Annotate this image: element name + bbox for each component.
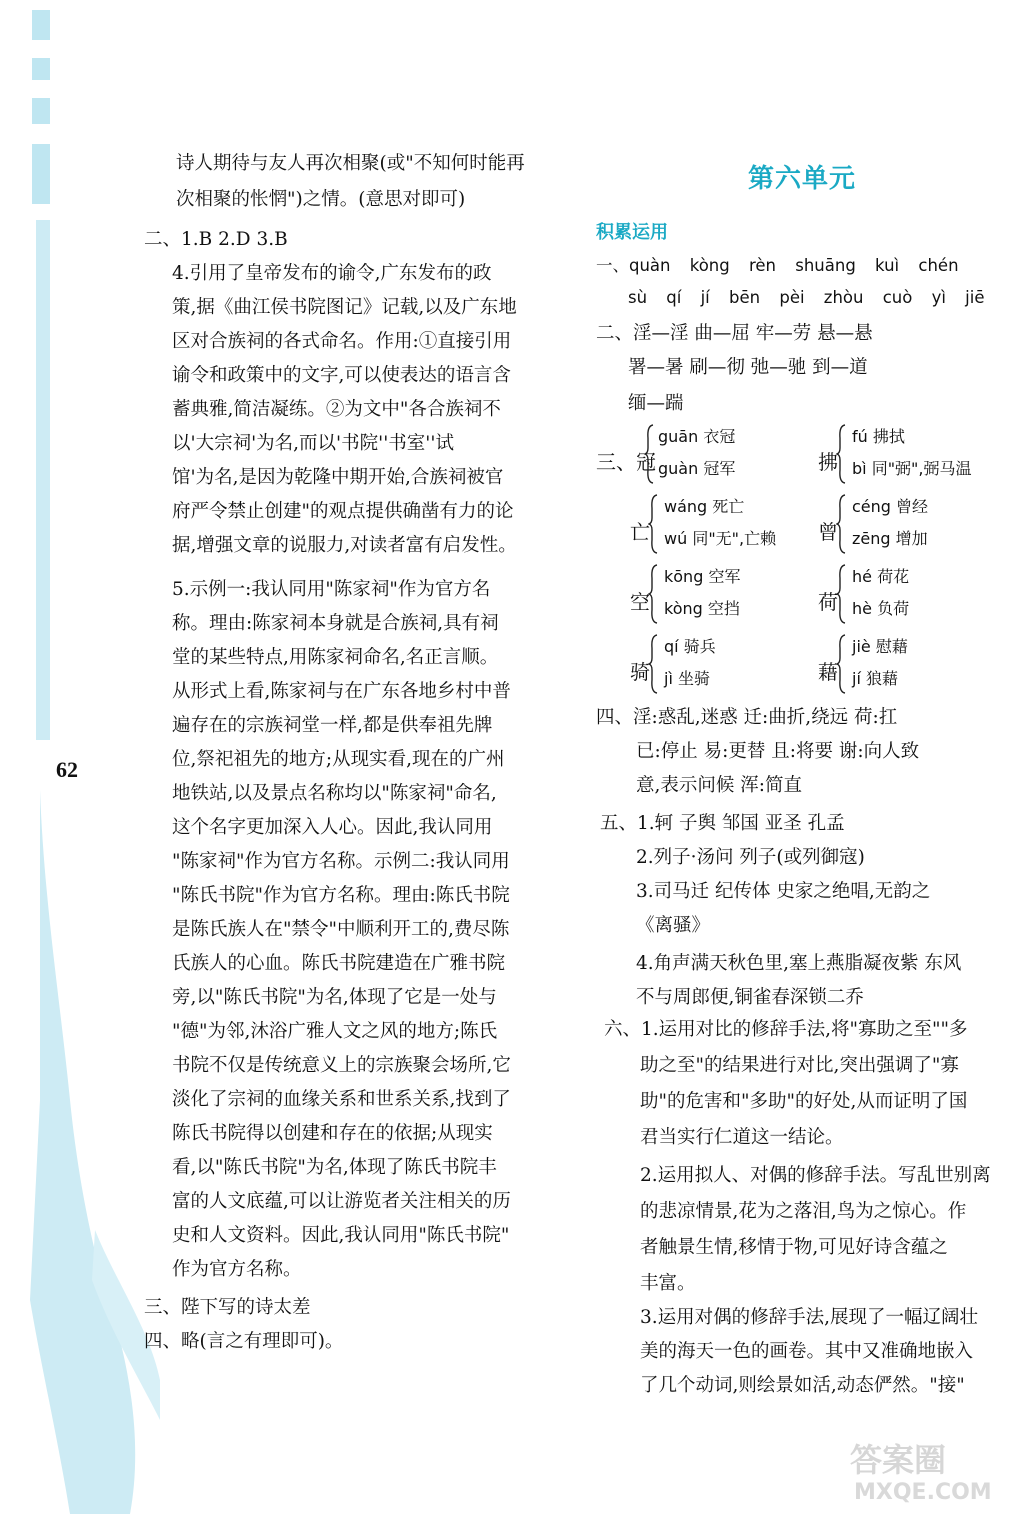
polyphone-char: 曾: [818, 520, 838, 544]
polyphone-reading: zēng 增加: [852, 529, 928, 548]
answer-line: 美的海天一色的画卷。其中又准确地嵌入: [640, 1341, 974, 1362]
left-line: 从形式上看,陈家祠与在广东各地乡村中普: [172, 681, 511, 702]
brace-icon: [648, 634, 658, 694]
polyphone-entry: [818, 424, 1018, 488]
answer-line: 2.列子·汤问 列子(或列御寇): [636, 847, 865, 868]
left-line: 以'大宗祠'为名,而以'书院''书室''试: [172, 433, 454, 454]
left-line: 富的人文底蕴,可以让游览者关注相关的历: [172, 1191, 511, 1212]
polyphone-char: 拂: [818, 450, 838, 474]
left-line: 这个名字更加深入人心。因此,我认同用: [172, 817, 493, 838]
polyphone-reading: bì 同"弼",弼马温: [852, 459, 972, 478]
answer-line: 3.运用对偶的修辞手法,展现了一幅辽阔壮: [640, 1307, 979, 1328]
polyphone-entry: [630, 494, 810, 558]
left-line: 位,祭祀祖先的地方;从现实看,现在的广州: [172, 749, 505, 770]
left-line: 称。理由:陈家祠本身就是合族祠,具有祠: [172, 613, 499, 634]
polyphone-reading: jì 坐骑: [664, 669, 710, 688]
polyphone-char: 藉: [818, 660, 838, 684]
polyphone-reading: wáng 死亡: [664, 497, 745, 516]
left-line: 史和人文资料。因此,我认同用"陈氏书院": [172, 1225, 510, 1246]
polyphone-entry: [630, 634, 810, 698]
brace-icon: [836, 424, 846, 484]
polyphone-char: 空: [630, 590, 650, 614]
left-line: 区对合族祠的各式命名。作用:①直接引用: [172, 331, 512, 352]
watermark-url: MXQE.COM: [854, 1480, 992, 1505]
brace-icon: [644, 424, 654, 484]
pair-line: 署—暑 刷—彻 弛—驰 到—道: [628, 357, 868, 378]
left-decoration: [0, 0, 160, 1514]
left-line: 5.示例一:我认同用"陈家祠"作为官方名: [172, 579, 491, 600]
left-line: 旁,以"陈氏书院"为名,体现了它是一处与: [172, 987, 497, 1008]
polyphone-reading: qí 骑兵: [664, 637, 716, 656]
polyphone-reading: wú 同"无",亡赖: [664, 529, 777, 548]
polyphone-char: 荷: [818, 590, 838, 614]
polyphone-reading: kōng 空军: [664, 567, 741, 586]
answer-line: 的悲凉情景,花为之落泪,鸟为之惊心。作: [640, 1201, 967, 1222]
left-line: 是陈氏族人在"禁令"中顺利开工的,费尽陈: [172, 919, 510, 940]
left-line: 看,以"陈氏书院"为名,体现了陈氏书院丰: [172, 1157, 497, 1178]
polyphone-entry: [596, 424, 796, 488]
polyphone-reading: jiè 慰藉: [852, 637, 908, 656]
unit-title: 第六单元: [748, 164, 857, 194]
left-line: "陈家祠"作为官方名称。示例二:我认同用: [172, 851, 510, 872]
polyphone-entry: [818, 564, 1008, 628]
polyphone-reading: guān 衣冠: [658, 427, 736, 446]
polyphone-char: 三、冠: [596, 450, 656, 474]
left-line: 陈氏书院得以创建和存在的依据;从现实: [172, 1123, 493, 1144]
left-line: 策,据《曲江侯书院图记》记载,以及广东地: [172, 297, 517, 318]
polyphone-entry: [818, 494, 1008, 558]
brace-icon: [836, 634, 846, 694]
polyphone-reading: hé 荷花: [852, 567, 910, 586]
brace-icon: [648, 494, 658, 554]
polyphone-reading: céng 曾经: [852, 497, 929, 516]
polyphone-reading: guàn 冠军: [658, 459, 736, 478]
left-line: 馆'为名,是因为乾隆中期开始,合族祠被官: [172, 467, 504, 488]
left-line: 三、陛下写的诗太差: [144, 1297, 311, 1318]
polyphone-reading: kòng 空挡: [664, 599, 740, 618]
polyphone-char: 亡: [630, 520, 650, 544]
polyphone-reading: jí 狼藉: [852, 669, 898, 688]
pinyin-line: 一、quàn kòng rèn shuāng kuì chén: [596, 256, 959, 275]
answer-line: 已:停止 易:更替 且:将要 谢:向人致: [636, 741, 920, 762]
page-number: 62: [56, 757, 78, 782]
answer-line: 丰富。: [640, 1273, 696, 1294]
brace-icon: [648, 564, 658, 624]
left-line: "德"为邻,沐浴广雅人文之风的地方;陈氏: [172, 1021, 498, 1042]
pair-line: 二、淫—淫 曲—屈 牢—劳 悬—悬: [596, 323, 873, 344]
left-line: 据,增强文章的说服力,对读者富有启发性。: [172, 535, 517, 556]
watermark-logo: [840, 1435, 1015, 1505]
answer-line: 意,表示问候 浑:简直: [636, 775, 802, 796]
polyphone-entry: [630, 564, 810, 628]
answer-line: 2.运用拟人、对偶的修辞手法。写乱世别离: [640, 1165, 991, 1186]
left-line: 蓄典雅,简洁凝练。②为文中"各合族祠不: [172, 399, 501, 420]
answer-line: 4.角声满天秋色里,塞上燕脂凝夜紫 东风: [636, 953, 962, 974]
brace-icon: [836, 564, 846, 624]
watermark-title: 答案圈: [850, 1441, 947, 1479]
section-title: 积累运用: [596, 222, 668, 243]
polyphone-entry: [818, 634, 1008, 698]
answer-line: 助之至"的结果进行对比,突出强调了"寡: [640, 1055, 959, 1076]
left-line: 四、略(言之有理即可)。: [144, 1331, 344, 1352]
polyphone-reading: hè 负荷: [852, 599, 910, 618]
polyphone-reading: fú 拂拭: [852, 427, 905, 446]
left-line: 谕令和政策中的文字,可以使表达的语言含: [172, 365, 511, 386]
answer-line: 六、1.运用对比的修辞手法,将"寡助之至""多: [604, 1019, 968, 1040]
left-line: 次相聚的怅惘")之情。(意思对即可): [176, 189, 466, 210]
left-line: "陈氏书院"作为官方名称。理由:陈氏书院: [172, 885, 510, 906]
left-line: 地铁站,以及景点名称均以"陈家祠"命名,: [172, 783, 497, 804]
answer-line: 五、1.轲 子舆 邹国 亚圣 孔孟: [600, 813, 845, 834]
left-line: 府严令禁止创建"的观点提供确凿有力的论: [172, 501, 514, 522]
answer-line: 者触景生情,移情于物,可见好诗含蕴之: [640, 1237, 948, 1258]
polyphone-char: 骑: [630, 660, 650, 684]
left-line: 作为官方名称。: [172, 1259, 302, 1280]
left-line: 二、1.B 2.D 3.B: [144, 229, 288, 250]
left-line: 堂的某些特点,用陈家祠命名,名正言顺。: [172, 647, 499, 668]
pinyin-line: sù qí jí bēn pèi zhòu cuò yì jiē: [628, 288, 985, 307]
answer-line: 《离骚》: [636, 915, 711, 936]
left-line: 淡化了宗祠的血缘关系和世系关系,找到了: [172, 1089, 511, 1110]
answer-line: 不与周郎便,铜雀春深锁二乔: [636, 987, 864, 1008]
answer-line: 四、淫:惑乱,迷惑 迁:曲折,绕远 荷:扛: [596, 707, 898, 728]
left-line: 氏族人的心血。陈氏书院建造在广雅书院: [172, 953, 506, 974]
answer-line: 3.司马迁 纪传体 史家之绝唱,无韵之: [636, 881, 931, 902]
left-line: 书院不仅是传统意义上的宗族聚会场所,它: [172, 1055, 511, 1076]
answer-line: 助"的危害和"多助"的好处,从而证明了国: [640, 1091, 968, 1112]
answer-line: 了几个动词,则绘景如活,动态俨然。"接": [640, 1375, 965, 1396]
left-line: 遍存在的宗族祠堂一样,都是供奉祖先牌: [172, 715, 493, 736]
brace-icon: [836, 494, 846, 554]
left-line: 诗人期待与友人再次相聚(或"不知何时能再: [176, 153, 525, 174]
pair-line: 缅—踹: [628, 393, 684, 414]
answer-line: 君当实行仁道这一结论。: [640, 1127, 844, 1148]
left-line: 4.引用了皇帝发布的谕令,广东发布的政: [172, 263, 492, 284]
